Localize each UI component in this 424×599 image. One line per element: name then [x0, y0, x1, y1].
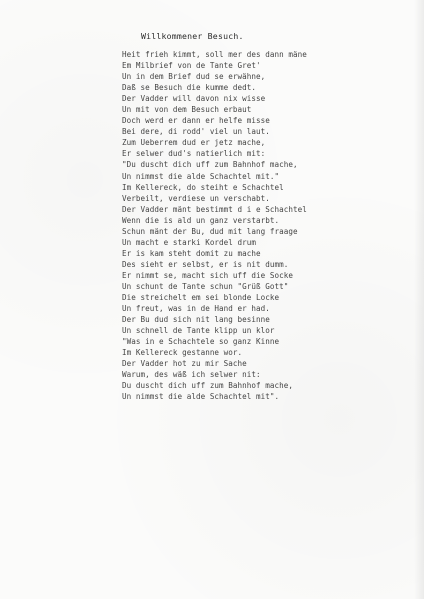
- poem-line: Un schnell de Tante klipp un klor: [122, 326, 275, 336]
- page-edge-shadow: [414, 0, 424, 599]
- poem-line: Die streichelt em sei blonde Locke: [122, 293, 280, 303]
- poem-line: Un nimmst die alde Schachtel mit".: [122, 392, 280, 402]
- poem-line: "Was in e Schachtele so ganz Kinne: [122, 337, 280, 347]
- poem-line: Un schunt de Tante schun "Grüß Gott": [122, 281, 289, 291]
- poem-line: Er is kam steht domit zu mache: [122, 248, 261, 258]
- poem-line: Des sieht er selbst, er is nit dumm.: [122, 259, 289, 269]
- poem-line: Doch werd er dann er helfe misse: [122, 116, 270, 126]
- poem-line: Heit frieh kimmt, soll mer des dann mäne: [122, 50, 307, 59]
- poem-line: Du duscht dich uff zum Bahnhof mache,: [122, 381, 294, 391]
- poem-line: Un nimmst die alde Schachtel mit.": [122, 171, 280, 181]
- poem-line: Un freut, was in de Hand er had.: [122, 304, 270, 314]
- poem-line: Zum Ueberrem dud er jetz mache,: [122, 138, 266, 148]
- poem-line: Der Vadder hot zu mir Sache: [122, 359, 247, 369]
- poem-line: Wenn die is ald un ganz verstarbt.: [122, 215, 280, 225]
- poem-line: Schun mänt der Bu, dud mit lang fraage: [122, 226, 298, 236]
- poem-line: Er selwer dud's natierlich mit:: [122, 149, 266, 159]
- poem-line: Daß se Besuch die kumme dedt.: [122, 83, 257, 93]
- poem-line: Warum, des wäß ich selwer nit:: [122, 370, 261, 380]
- poem-line: Un mit von dem Besuch erbaut: [122, 105, 252, 115]
- poem-line: Der Vadder mänt bestimmt d i e Schachtel: [122, 204, 307, 214]
- poem-title: Willkommener Besuch.: [141, 31, 244, 41]
- poem-body: [122, 49, 307, 403]
- poem-line: Verbeilt, verdiese un verschabt.: [122, 193, 270, 203]
- poem-line: Der Bu dud sich nit lang besinne: [122, 315, 270, 325]
- poem-line: Un in dem Brief dud se erwähne,: [122, 72, 266, 82]
- poem-line: Er nimmt se, macht sich uff die Socke: [122, 270, 294, 280]
- poem-line: Im Kellereck, do steiht e Schachtel: [122, 182, 284, 192]
- poem-line: Der Vadder will davon nix wisse: [122, 94, 266, 104]
- poem-line: Em Milbrief von de Tante Gret': [122, 61, 261, 71]
- poem-line: Bei dere, di rodd' viel un laut.: [122, 127, 270, 137]
- poem-line: Un macht e starki Kordel drum: [122, 237, 257, 247]
- poem-line: "Du duscht dich uff zum Bahnhof mache,: [122, 160, 298, 170]
- poem-line: Im Kellereck gestanne wor.: [122, 348, 243, 358]
